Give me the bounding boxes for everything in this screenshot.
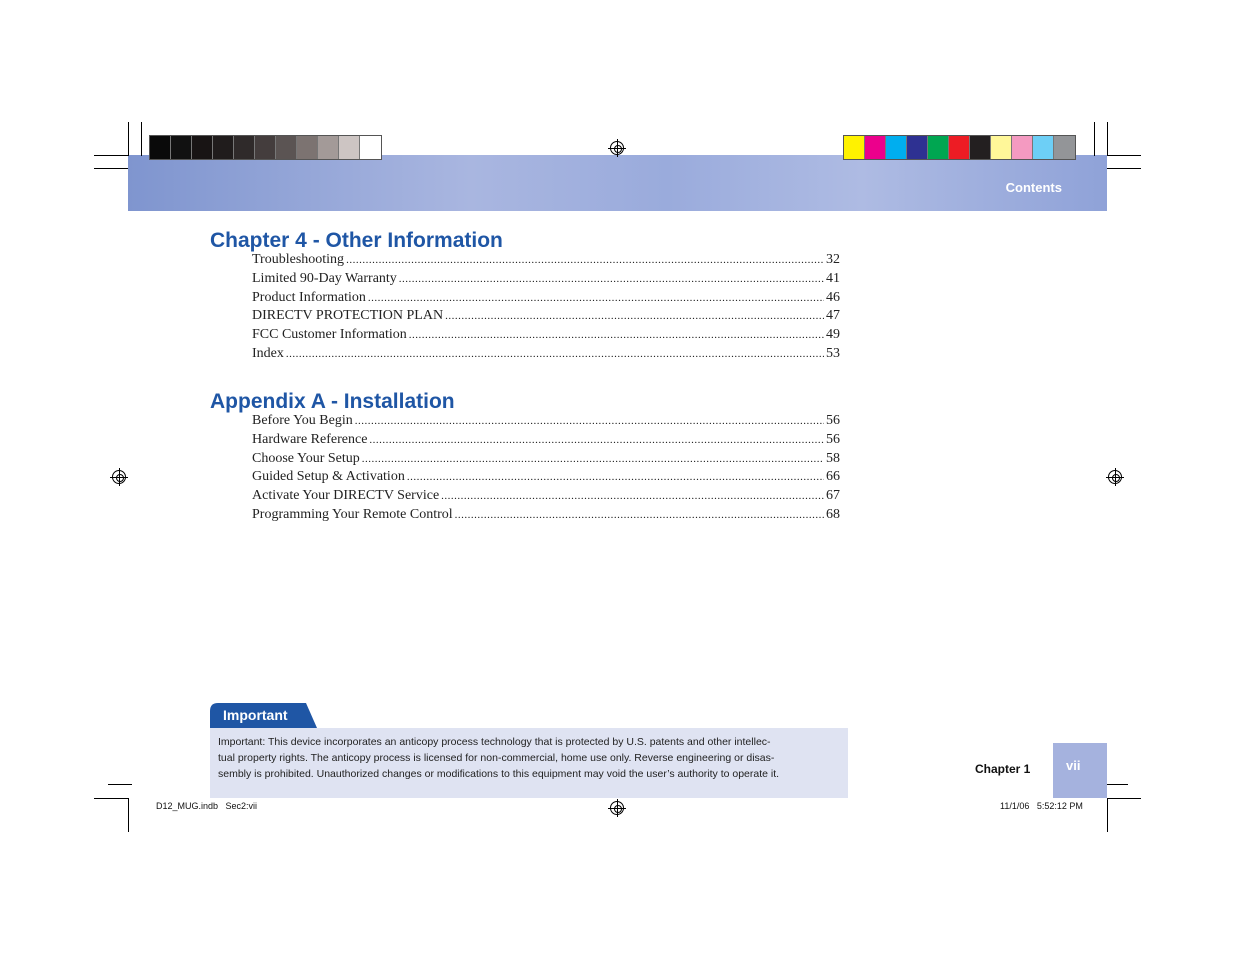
toc-leader — [286, 348, 824, 360]
toc-entry-label: Troubleshooting — [252, 252, 345, 267]
color-swatch — [907, 136, 928, 159]
color-swatch — [1054, 136, 1075, 159]
important-text-line: tual property rights. The anticopy process is licensed for non-commercial, home use only. Reverse engineering or disas- — [218, 752, 775, 764]
toc-leader — [441, 490, 824, 502]
registration-mark-icon — [112, 470, 126, 484]
cmyk-color-bar — [843, 135, 1076, 160]
color-swatch — [1012, 136, 1033, 159]
registration-mark-icon — [1108, 470, 1122, 484]
registration-mark-icon — [610, 801, 624, 815]
crop-mark — [94, 168, 128, 169]
toc-entry-page: 41 — [826, 270, 840, 286]
crop-mark — [108, 784, 132, 785]
toc-leader — [409, 329, 824, 341]
important-text-line: Important: This device incorporates an anticopy process technology that is protected by U.S. patents and other intellec- — [218, 736, 771, 748]
toc-list-appendix-a — [252, 413, 840, 526]
important-text — [218, 734, 843, 782]
crop-mark — [128, 122, 129, 156]
toc-entry-label: Before You Begin — [252, 413, 353, 428]
toc-leader — [362, 453, 824, 465]
crop-mark — [1094, 122, 1095, 156]
color-swatch — [150, 136, 171, 159]
toc-entry[interactable] — [252, 327, 840, 346]
toc-entry-label: Index — [252, 345, 284, 361]
crop-mark — [94, 798, 128, 799]
crop-mark — [128, 798, 129, 832]
toc-entry[interactable] — [252, 451, 840, 470]
crop-mark — [1104, 784, 1128, 785]
toc-entry[interactable] — [252, 413, 840, 432]
toc-entry-page: 68 — [826, 506, 840, 522]
color-swatch — [318, 136, 339, 159]
color-swatch — [991, 136, 1012, 159]
color-swatch — [886, 136, 907, 159]
toc-entry[interactable] — [252, 290, 840, 309]
toc-leader — [346, 254, 824, 266]
toc-entry-page: 32 — [826, 252, 840, 267]
color-swatch — [1033, 136, 1054, 159]
toc-leader — [455, 509, 824, 521]
toc-entry-label: Limited 90-Day Warranty — [252, 270, 397, 286]
toc-list-chapter-4 — [252, 252, 840, 365]
toc-entry[interactable] — [252, 488, 840, 507]
crop-mark — [1107, 798, 1141, 799]
toc-entry[interactable] — [252, 252, 840, 271]
header-band — [128, 155, 1107, 211]
color-swatch — [865, 136, 886, 159]
toc-leader — [407, 471, 824, 483]
grayscale-color-bar — [149, 135, 382, 160]
toc-entry-label: Programming Your Remote Control — [252, 506, 453, 522]
toc-entry[interactable] — [252, 271, 840, 290]
toc-entry-page: 67 — [826, 488, 840, 504]
color-swatch — [234, 136, 255, 159]
toc-entry-label: Choose Your Setup — [252, 450, 360, 466]
toc-entry-label: DIRECTV PROTECTION PLAN — [252, 308, 444, 324]
toc-entry-page: 46 — [826, 289, 840, 305]
toc-entry-label: Product Information — [252, 289, 366, 305]
toc-leader — [399, 273, 824, 285]
toc-entry[interactable] — [252, 432, 840, 451]
print-slug-timestamp: 11/1/06 5:52:12 PM — [1000, 801, 1083, 811]
color-swatch — [339, 136, 360, 159]
toc-entry[interactable] — [252, 308, 840, 327]
important-label: Important — [223, 707, 288, 723]
toc-entry[interactable] — [252, 346, 840, 365]
crop-mark — [1107, 122, 1108, 156]
toc-entry-page: 53 — [826, 345, 840, 361]
color-swatch — [949, 136, 970, 159]
crop-mark — [1107, 155, 1141, 156]
important-text-line: sembly is prohibited. Unauthorized changes or modifications to this equipment may void the user’s authority to operate it. — [218, 768, 780, 780]
toc-entry-label: Guided Setup & Activation — [252, 469, 405, 485]
section-heading-appendix-a: Appendix A - Installation — [210, 390, 455, 413]
toc-leader — [368, 292, 824, 304]
toc-entry-page: 56 — [826, 413, 840, 428]
color-swatch — [192, 136, 213, 159]
toc-entry-label: Hardware Reference — [252, 431, 368, 447]
toc-entry-label: Activate Your DIRECTV Service — [252, 488, 440, 504]
toc-entry-page: 56 — [826, 431, 840, 447]
color-swatch — [928, 136, 949, 159]
color-swatch — [970, 136, 991, 159]
registration-mark-icon — [610, 141, 624, 155]
color-swatch — [360, 136, 381, 159]
toc-entry-page: 66 — [826, 469, 840, 485]
header-title: Contents — [1005, 180, 1062, 195]
toc-entry[interactable] — [252, 469, 840, 488]
toc-entry-page: 58 — [826, 450, 840, 466]
toc-entry-label: FCC Customer Information — [252, 327, 407, 343]
toc-entry[interactable] — [252, 507, 840, 526]
crop-mark — [94, 155, 128, 156]
toc-leader — [445, 310, 824, 322]
color-swatch — [276, 136, 297, 159]
color-swatch — [255, 136, 276, 159]
color-swatch — [213, 136, 234, 159]
color-swatch — [844, 136, 865, 159]
color-swatch — [297, 136, 318, 159]
print-slug-file: D12_MUG.indb Sec2:vii — [156, 801, 258, 811]
crop-mark — [1107, 168, 1141, 169]
chapter-label: Chapter 1 — [975, 762, 1031, 776]
toc-entry-page: 49 — [826, 327, 840, 343]
color-swatch — [171, 136, 192, 159]
page-number: vii — [1066, 758, 1081, 773]
toc-entry-page: 47 — [826, 308, 840, 324]
section-heading-chapter-4: Chapter 4 - Other Information — [210, 229, 503, 252]
toc-leader — [355, 415, 824, 427]
crop-mark — [141, 122, 142, 156]
crop-mark — [1107, 798, 1108, 832]
toc-leader — [369, 434, 824, 446]
